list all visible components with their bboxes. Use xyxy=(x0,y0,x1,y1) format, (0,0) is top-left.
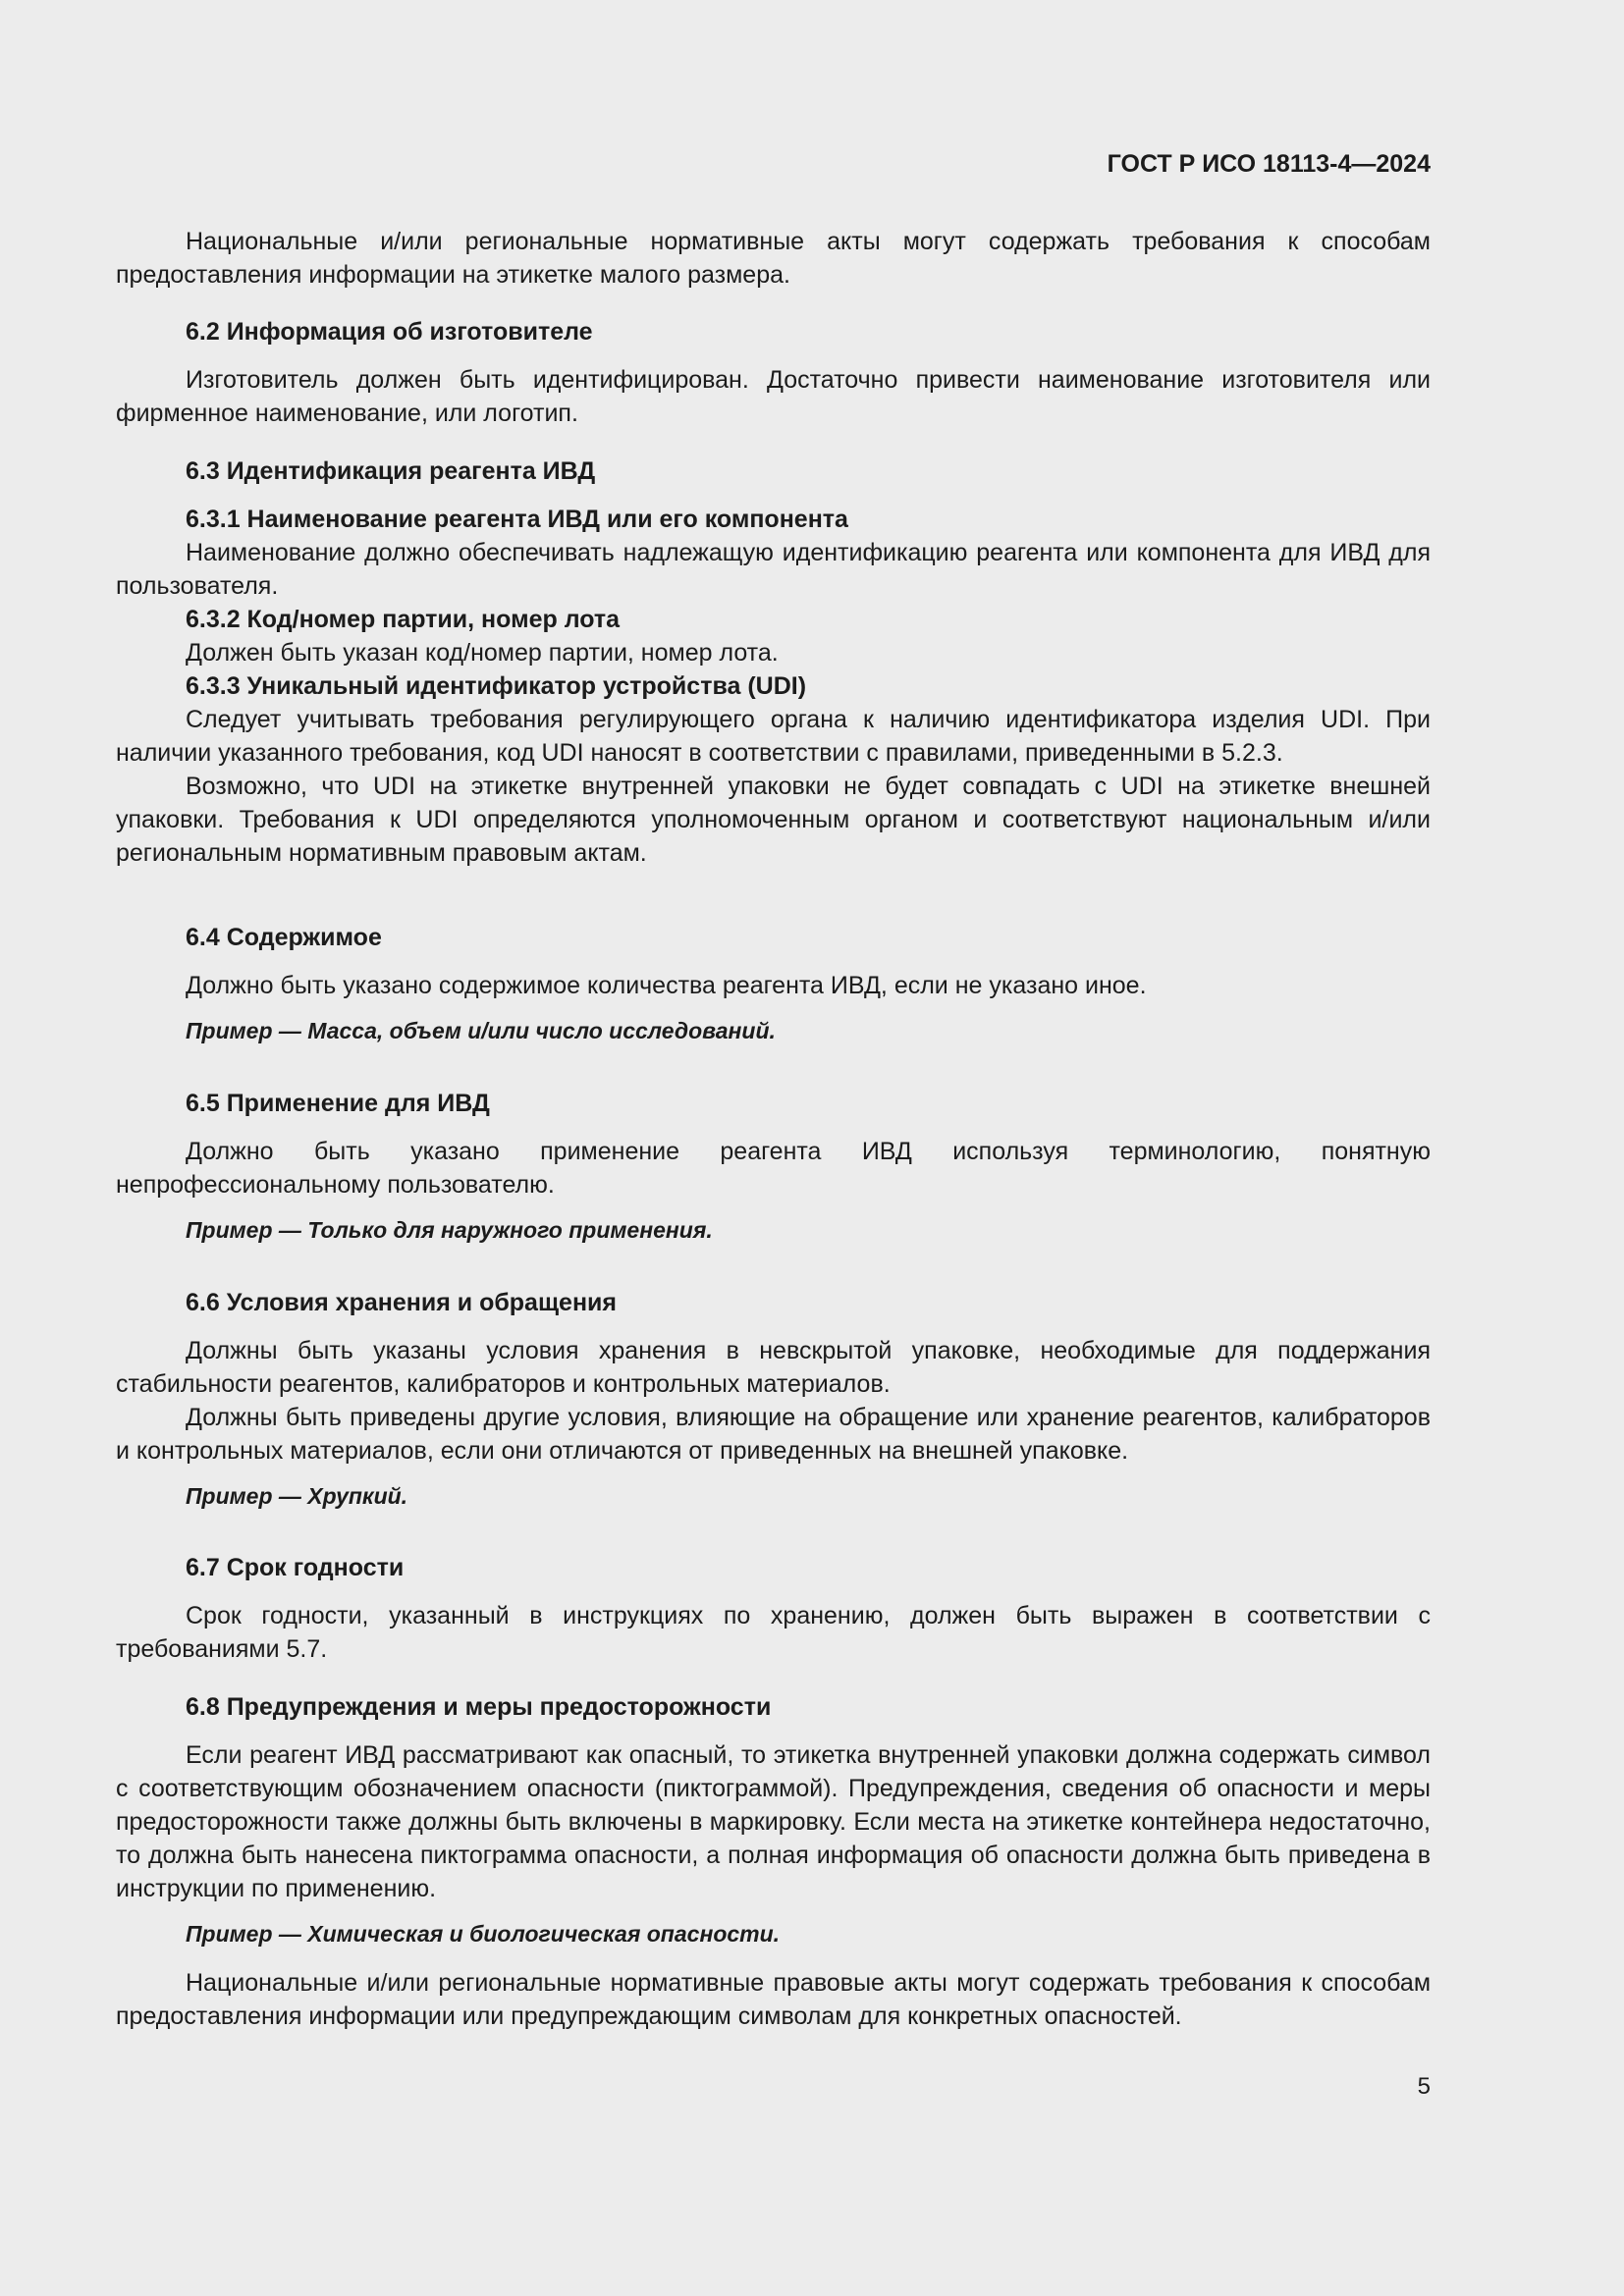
intro-section xyxy=(116,225,1431,292)
section-6-8-example: Пример — Химическая и биологическая опасности. xyxy=(186,1921,781,1947)
section-6-3-1-paragraph: Наименование должно обеспечивать надлежащую идентификацию реагента или компонента для ИВД для пользователя. xyxy=(116,539,1431,600)
section-6-2-heading: 6.2 Информация об изготовителе xyxy=(186,318,593,346)
section-6-8-heading: 6.8 Предупреждения и меры предосторожности xyxy=(186,1693,772,1721)
section-6-7-paragraph: Срок годности, указанный в инструкциях по хранению, должен быть выражен в соответствии с требованиями 5.7. xyxy=(116,1602,1431,1663)
section-6-3-3-paragraph-2: Возможно, что UDI на этикетке внутренней упаковки не будет совпадать с UDI на этикетке внешней упаковки. Требования к UDI определяются уполномоченным органом и соответствуют национальным и/или региональным нормативным правовым актам. xyxy=(116,773,1431,867)
section-6-3-2-paragraph: Должен быть указан код/номер партии, номер лота. xyxy=(186,639,779,667)
section-6-3-3-paragraph-1: Следует учитывать требования регулирующего органа к наличию идентификатора изделия UDI. При наличии указанного требования, код UDI наносят в соответствии с правилами, приведенными в 5.2.3. xyxy=(116,706,1431,767)
document-header: ГОСТ Р ИСО 18113-4—2024 xyxy=(1107,150,1431,178)
section-6-6-heading: 6.6 Условия хранения и обращения xyxy=(186,1289,618,1316)
section-6-3 xyxy=(116,454,1431,870)
section-6-4 xyxy=(116,921,1431,1047)
section-6-8-paragraph-1: Если реагент ИВД рассматривают как опасный, то этикетка внутренней упаковки должна содержать символ с соответствующим обозначением опасности (пиктограммой). Предупреждения, сведения об опасности и меры предосторожности также должны быть включены в маркировку. Если места на этикетке контейнера недостаточно, то должна быть нанесена пиктограмма опасности, а полная информация об опасности должна быть приведена в инструкции по применению. xyxy=(116,1741,1431,1902)
intro-paragraph: Национальные и/или региональные нормативные акты могут содержать требования к способам предоставления информации на этикетке малого размера. xyxy=(116,228,1431,289)
section-6-6-paragraph-1: Должны быть указаны условия хранения в невскрытой упаковке, необходимые для поддержания стабильности реагентов, калибраторов и контрольных материалов. xyxy=(116,1337,1431,1398)
section-6-8 xyxy=(116,1690,1431,2033)
section-6-5 xyxy=(116,1087,1431,1247)
section-6-6-example: Пример — Хрупкий. xyxy=(186,1483,408,1509)
section-6-2 xyxy=(116,315,1431,430)
section-6-8-paragraph-2: Национальные и/или региональные нормативные правовые акты могут содержать требования к способам предоставления информации или предупреждающим символам для конкретных опасностей. xyxy=(116,1969,1431,2030)
section-6-4-paragraph: Должно быть указано содержимое количества реагента ИВД, если не указано иное. xyxy=(186,972,1147,999)
section-6-3-1-heading: 6.3.1 Наименование реагента ИВД или его компонента xyxy=(186,506,848,533)
section-6-6-paragraph-2: Должны быть приведены другие условия, влияющие на обращение или хранение реагентов, калибраторов и контрольных материалов, если они отличаются от приведенных на внешней упаковке. xyxy=(116,1404,1431,1465)
section-6-4-example: Пример — Масса, объем и/или число исследований. xyxy=(186,1018,776,1043)
section-6-3-heading: 6.3 Идентификация реагента ИВД xyxy=(186,457,596,485)
section-6-5-heading: 6.5 Применение для ИВД xyxy=(186,1090,490,1117)
section-6-4-heading: 6.4 Содержимое xyxy=(186,924,382,951)
section-6-3-2-heading: 6.3.2 Код/номер партии, номер лота xyxy=(186,606,621,633)
section-6-3-3-heading: 6.3.3 Уникальный идентификатор устройства (UDI) xyxy=(186,672,807,700)
section-6-7 xyxy=(116,1551,1431,1666)
section-6-7-heading: 6.7 Срок годности xyxy=(186,1554,405,1581)
section-6-2-paragraph: Изготовитель должен быть идентифицирован. Достаточно привести наименование изготовителя или фирменное наименование, или логотип. xyxy=(116,366,1431,427)
page-number: 5 xyxy=(1417,2073,1431,2100)
section-6-5-example: Пример — Только для наружного применения. xyxy=(186,1217,713,1243)
section-6-6 xyxy=(116,1286,1431,1513)
section-6-5-paragraph: Должно быть указано применение реагента ИВД используя терминологию, понятную непрофессиональному пользователю. xyxy=(116,1138,1431,1199)
